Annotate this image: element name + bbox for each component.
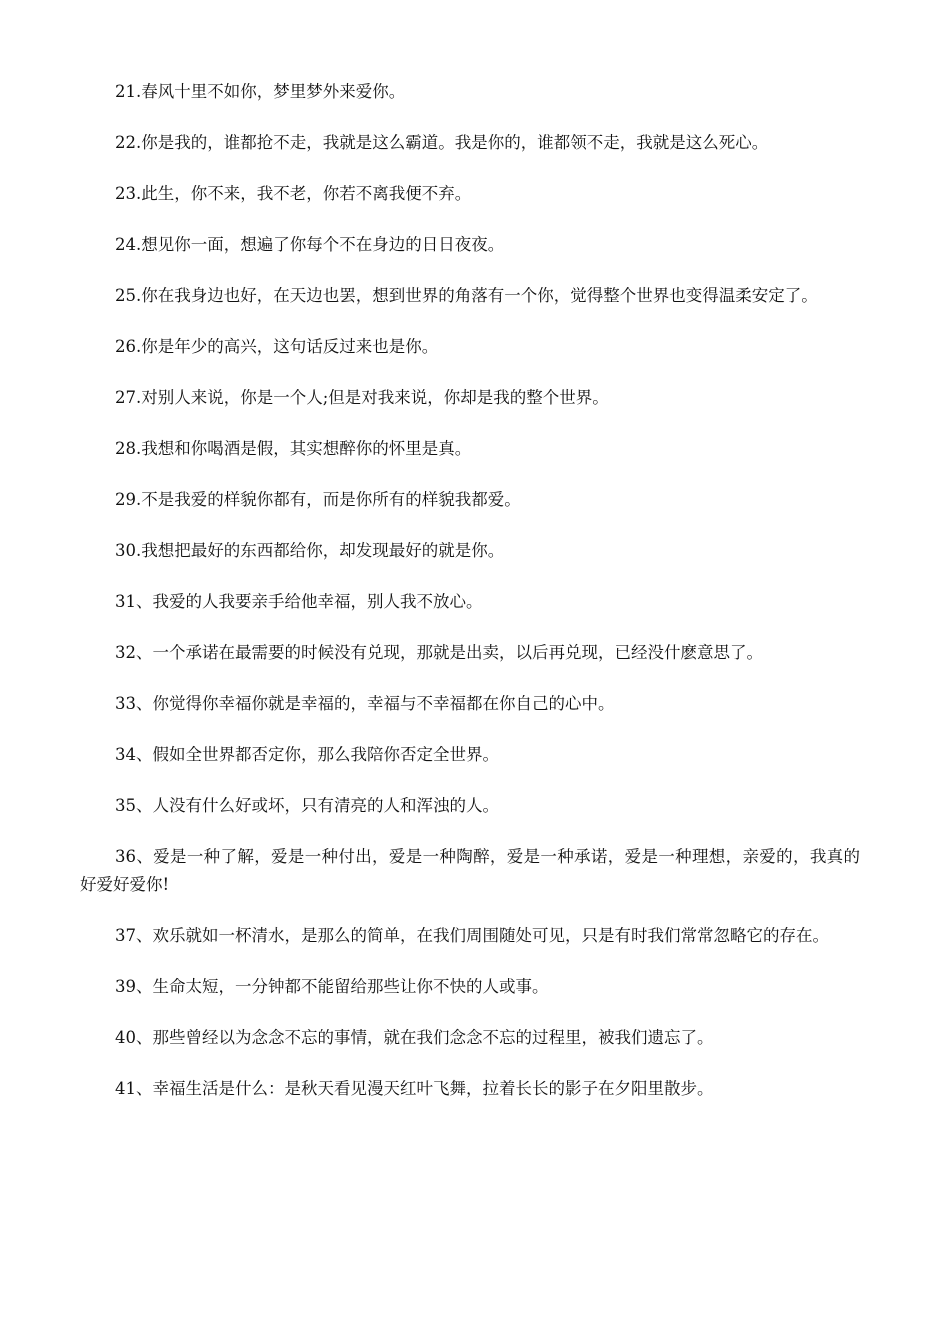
paragraph-27: 27.对别人来说，你是一个人;但是对我来说，你却是我的整个世界。 [115, 388, 609, 407]
paragraph-26: 26.你是年少的高兴，这句话反过来也是你。 [115, 337, 439, 356]
document-body [80, 78, 860, 1126]
paragraph-41: 41、幸福生活是什么：是秋天看见漫天红叶飞舞，拉着长长的影子在夕阳里散步。 [115, 1079, 714, 1098]
paragraph-22: 22.你是我的，谁都抢不走，我就是这么霸道。我是你的，谁都领不走，我就是这么死心。 [115, 133, 769, 152]
paragraph-24: 24.想见你一面，想遍了你每个不在身边的日日夜夜。 [115, 235, 505, 254]
paragraph-31: 31、我爱的人我要亲手给他幸福，别人我不放心。 [115, 592, 483, 611]
paragraph-39: 39、生命太短，一分钟都不能留给那些让你不快的人或事。 [115, 977, 549, 996]
paragraph-35: 35、人没有什么好或坏，只有清亮的人和浑浊的人。 [115, 796, 499, 815]
paragraph-25: 25.你在我身边也好，在天边也罢，想到世界的角落有一个你，觉得整个世界也变得温柔安定了。 [115, 286, 818, 305]
paragraph-33: 33、你觉得你幸福你就是幸福的，幸福与不幸福都在你自己的心中。 [115, 694, 615, 713]
paragraph-32: 32、一个承诺在最需要的时候没有兑现，那就是出卖，以后再兑现，已经没什麽意思了。 [115, 643, 763, 662]
paragraph-21: 21.春风十里不如你，梦里梦外来爱你。 [115, 82, 406, 101]
paragraph-37: 37、欢乐就如一杯清水，是那么的简单，在我们周围随处可见，只是有时我们常常忽略它的存在。 [115, 926, 829, 945]
paragraph-40: 40、那些曾经以为念念不忘的事情，就在我们念念不忘的过程里，被我们遗忘了。 [115, 1028, 714, 1047]
paragraph-34: 34、假如全世界都否定你，那么我陪你否定全世界。 [115, 745, 499, 764]
paragraph-23: 23.此生，你不来，我不老，你若不离我便不弃。 [115, 184, 472, 203]
paragraph-28: 28.我想和你喝酒是假，其实想醉你的怀里是真。 [115, 439, 472, 458]
paragraph-29: 29.不是我爱的样貌你都有，而是你所有的样貌我都爱。 [115, 490, 521, 509]
paragraph-36: 36、爱是一种了解，爱是一种付出，爱是一种陶醉，爱是一种承诺，爱是一种理想，亲爱的，我真的好爱好爱你! [80, 847, 860, 894]
paragraph-30: 30.我想把最好的东西都给你，却发现最好的就是你。 [115, 541, 505, 560]
